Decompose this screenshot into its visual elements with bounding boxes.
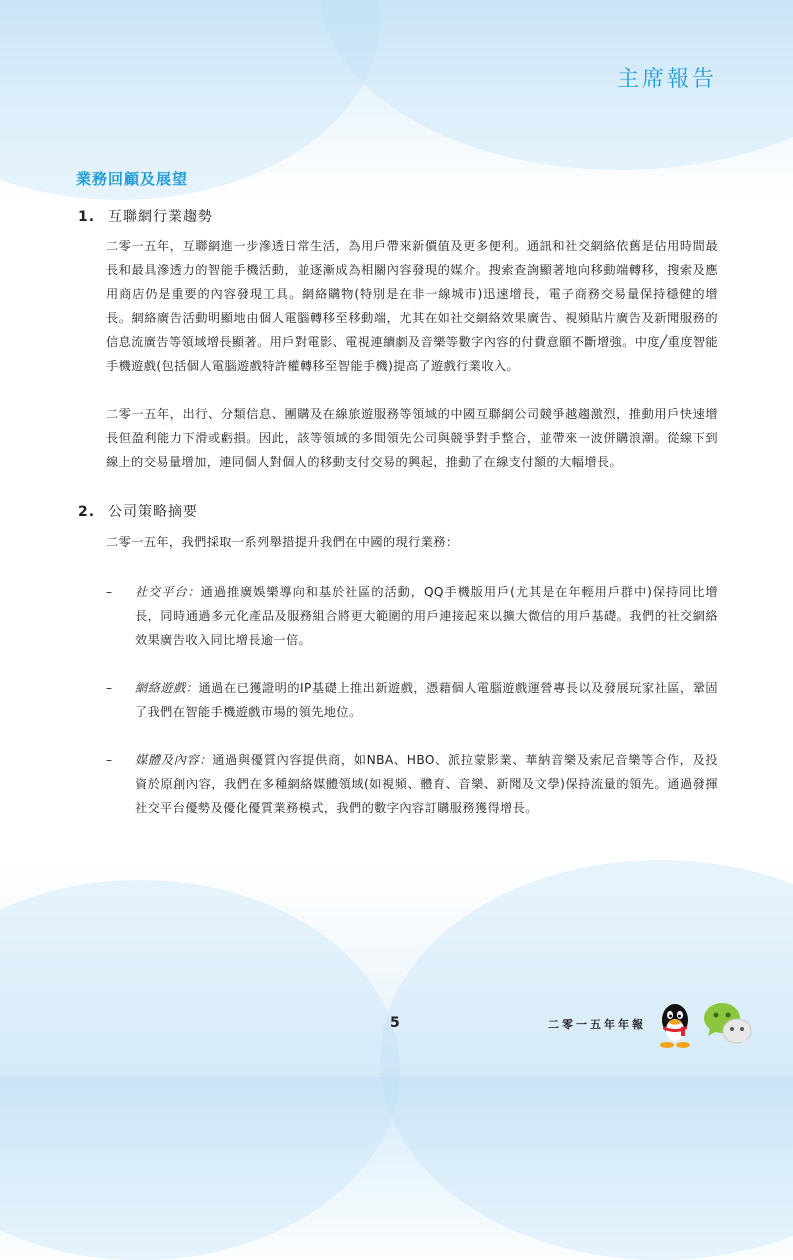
subsection-heading-2 [78, 501, 198, 521]
page-header-title: 主席報告 [616, 67, 717, 92]
bullet-online-games [106, 676, 718, 724]
subsection-heading-1 [78, 206, 213, 226]
bullet-term: 社交平台： [135, 585, 201, 599]
subsection-number: 1. [78, 209, 96, 225]
section-title: 業務回顧及展望 [76, 170, 189, 188]
bullet-text: 通過與優質內容提供商，如NBA、HBO、派拉蒙影業、華納音樂及索尼音樂等合作，及投資於原創內容，我們在多種網絡媒體領域(如視頻、體育、音樂、新聞及文學)保持流量的領先。通過發揮社交平台優勢及優化優質業務模式，我們的數字內容訂購服務獲得增長。 [135, 753, 718, 815]
bullet-social-platform [106, 580, 718, 652]
bullet-term: 媒體及內容： [135, 753, 213, 767]
wechat-icon [702, 1000, 754, 1048]
footer-report-title: 二零一五年年報 [548, 1018, 646, 1031]
bullet-text: 通過在已獲證明的IP基礎上推出新遊戲，憑藉個人電腦遊戲運營專長以及發展玩家社區，鞏固了我們在智能手機遊戲市場的領先地位。 [135, 681, 719, 719]
qq-penguin-icon [652, 1000, 698, 1050]
bullet-dash: – [106, 681, 113, 695]
bullet-dash: – [106, 753, 113, 767]
page-number: 5 [390, 1015, 400, 1031]
bullet-media-content [106, 748, 718, 820]
background-glow [0, 880, 400, 1260]
background-glow [380, 860, 793, 1260]
subsection-title: 公司策略摘要 [108, 504, 198, 520]
background-glow [320, 0, 793, 170]
paragraph-strategy-intro: 二零一五年，我們採取一系列舉措提升我們在中國的現行業務： [106, 535, 459, 549]
bullet-term: 網絡遊戲： [135, 681, 199, 695]
bullet-dash: – [106, 585, 113, 599]
paragraph-internet-trends: 二零一五年，互聯網進一步滲透日常生活，為用戶帶來新價值及更多便利。通訊和社交網絡依舊是佔用時間最長和最具滲透力的智能手機活動，並逐漸成為相關內容發現的媒介。搜索查詢顯著地向移動端轉移，搜索及應用商店仍是重要的內容發現工具。網絡購物(特別是在非一線城市)迅速增長，電子商務交易量保持穩健的增長。網絡廣告活動明顯地由個人電腦轉移至移動端，尤其在如社交網絡效果廣告、視頻貼片廣告及新聞服務的信息流廣告等領域增長顯著。用戶對電影、電視連續劇及音樂等數字內容的付費意願不斷增強。中度╱重度智能手機遊戲(包括個人電腦遊戲特許權轉移至智能手機)提高了遊戲行業收入。 [106, 239, 718, 373]
background-glow [0, 0, 380, 200]
subsection-title: 互聯網行業趨勢 [108, 209, 213, 225]
subsection-number: 2. [78, 504, 96, 520]
bullet-text: 通過推廣娛樂導向和基於社區的活動，QQ手機版用戶(尤其是在年輕用戶群中)保持同比增長，同時通過多元化產品及服務組合將更大範圍的用戶連接起來以擴大微信的用戶基礎。我們的社交網絡效果廣告收入同比增長逾一倍。 [135, 585, 718, 647]
paragraph-competition: 二零一五年，出行、分類信息、團購及在線旅遊服務等領域的中國互聯網公司競爭越趨激烈，推動用戶快速增長但盈利能力下滑或虧損。因此，該等領域的多間領先公司與競爭對手整合，並帶來一波併購浪潮。從線下到線上的交易量增加，連同個人對個人的移動支付交易的興起，推動了在線支付額的大幅增長。 [106, 407, 718, 469]
